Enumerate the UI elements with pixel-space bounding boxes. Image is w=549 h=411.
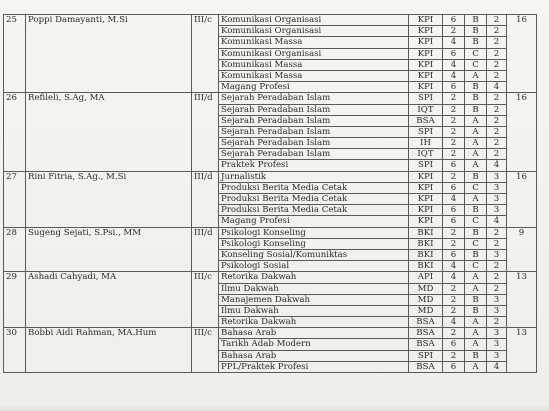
semester-cell: 2	[443, 350, 465, 361]
class-cell: B	[465, 93, 487, 104]
class-cell: A	[465, 272, 487, 283]
course-name-cell: Psikologi Konseling	[219, 238, 409, 249]
credits-cell: 3	[487, 182, 507, 193]
lecturer-name-cell: Bobbi Aidi Rahman, MA.Hum	[26, 328, 192, 373]
study-program-cell: SPI	[409, 350, 443, 361]
study-program-cell: IQT	[409, 104, 443, 115]
rank-grade-cell: III/d	[192, 227, 219, 272]
credits-cell: 2	[487, 261, 507, 272]
course-name-cell: Komunikasi Organisasi	[219, 15, 409, 26]
course-name-cell: PPL/Praktek Profesi	[219, 361, 409, 372]
course-name-cell: Manajemen Dakwah	[219, 294, 409, 305]
study-program-cell: KPI	[409, 216, 443, 227]
semester-cell: 2	[443, 93, 465, 104]
course-name-cell: Sejarah Peradaban Islam	[219, 149, 409, 160]
semester-cell: 6	[443, 48, 465, 59]
class-cell: A	[465, 138, 487, 149]
semester-cell: 2	[443, 328, 465, 339]
class-cell: B	[465, 305, 487, 316]
semester-cell: 2	[443, 104, 465, 115]
study-program-cell: IH	[409, 138, 443, 149]
class-cell: B	[465, 350, 487, 361]
semester-cell: 4	[443, 261, 465, 272]
course-name-cell: Komunikasi Massa	[219, 37, 409, 48]
table-row	[4, 93, 537, 104]
study-program-cell: BSA	[409, 317, 443, 328]
lecturer-name-cell: Ashadi Cahyadi, MA	[26, 272, 192, 328]
credits-cell: 2	[487, 26, 507, 37]
semester-cell: 2	[443, 305, 465, 316]
study-program-cell: SPI	[409, 126, 443, 137]
class-cell: A	[465, 126, 487, 137]
class-cell: A	[465, 115, 487, 126]
study-program-cell: KPI	[409, 205, 443, 216]
study-program-cell: BKI	[409, 227, 443, 238]
rank-grade-cell: III/c	[192, 328, 219, 373]
class-cell: A	[465, 149, 487, 160]
class-cell: B	[465, 205, 487, 216]
credits-cell: 2	[487, 70, 507, 81]
class-cell: B	[465, 249, 487, 260]
semester-cell: 6	[443, 182, 465, 193]
course-name-cell: Konseling Sosial/Komuniktas	[219, 249, 409, 260]
total-credits-cell: 16	[507, 171, 537, 227]
semester-cell: 4	[443, 59, 465, 70]
course-name-cell: Sejarah Peradaban Islam	[219, 138, 409, 149]
course-name-cell: Magang Profesi	[219, 82, 409, 93]
class-cell: A	[465, 339, 487, 350]
credits-cell: 2	[487, 104, 507, 115]
course-name-cell: Praktek Profesi	[219, 160, 409, 171]
course-name-cell: Komunikasi Organisasi	[219, 26, 409, 37]
lecturer-number-cell: 28	[4, 227, 26, 272]
credits-cell: 2	[487, 272, 507, 283]
lecturer-name-cell: Poppi Damayanti, M.Si	[26, 15, 192, 93]
study-program-cell: API	[409, 272, 443, 283]
study-program-cell: KPI	[409, 26, 443, 37]
table-row	[4, 272, 537, 283]
study-program-cell: MD	[409, 294, 443, 305]
credits-cell: 3	[487, 305, 507, 316]
semester-cell: 2	[443, 115, 465, 126]
course-name-cell: Komunikasi Massa	[219, 70, 409, 81]
study-program-cell: KPI	[409, 48, 443, 59]
credits-cell: 3	[487, 205, 507, 216]
rank-grade-cell: III/c	[192, 15, 219, 93]
semester-cell: 4	[443, 70, 465, 81]
table-row	[4, 15, 537, 26]
course-name-cell: Retorika Dakwah	[219, 272, 409, 283]
total-credits-cell: 16	[507, 93, 537, 171]
course-name-cell: Bahasa Arab	[219, 328, 409, 339]
credits-cell: 2	[487, 115, 507, 126]
course-name-cell: Sejarah Peradaban Islam	[219, 115, 409, 126]
class-cell: A	[465, 194, 487, 205]
credits-cell: 2	[487, 48, 507, 59]
credits-cell: 4	[487, 216, 507, 227]
class-cell: A	[465, 283, 487, 294]
credits-cell: 3	[487, 350, 507, 361]
course-name-cell: Bahasa Arab	[219, 350, 409, 361]
course-name-cell: Magang Profesi	[219, 216, 409, 227]
study-program-cell: IQT	[409, 149, 443, 160]
credits-cell: 2	[487, 283, 507, 294]
table-row	[4, 171, 537, 182]
lecturer-teaching-load-table	[3, 14, 537, 373]
study-program-cell: MD	[409, 283, 443, 294]
study-program-cell: MD	[409, 305, 443, 316]
study-program-cell: KPI	[409, 82, 443, 93]
credits-cell: 3	[487, 339, 507, 350]
semester-cell: 4	[443, 194, 465, 205]
scan-edge-shadow	[0, 405, 549, 411]
course-name-cell: Komunikasi Organisasi	[219, 48, 409, 59]
credits-cell: 2	[487, 138, 507, 149]
lecturer-number-cell: 29	[4, 272, 26, 328]
semester-cell: 2	[443, 126, 465, 137]
study-program-cell: KPI	[409, 171, 443, 182]
study-program-cell: BKI	[409, 238, 443, 249]
credits-cell: 4	[487, 82, 507, 93]
semester-cell: 2	[443, 238, 465, 249]
semester-cell: 6	[443, 15, 465, 26]
course-name-cell: Produksi Berita Media Cetak	[219, 205, 409, 216]
lecturer-number-cell: 30	[4, 328, 26, 373]
study-program-cell: BSA	[409, 115, 443, 126]
credits-cell: 2	[487, 15, 507, 26]
study-program-cell: SPI	[409, 93, 443, 104]
class-cell: C	[465, 48, 487, 59]
course-name-cell: Sejarah Peradaban Islam	[219, 126, 409, 137]
study-program-cell: BKI	[409, 249, 443, 260]
course-name-cell: Sejarah Peradaban Islam	[219, 93, 409, 104]
class-cell: A	[465, 328, 487, 339]
study-program-cell: BSA	[409, 339, 443, 350]
credits-cell: 3	[487, 249, 507, 260]
credits-cell: 3	[487, 294, 507, 305]
semester-cell: 2	[443, 227, 465, 238]
lecturer-name-cell: Rini Fitria, S.Ag., M.Si	[26, 171, 192, 227]
lecturer-number-cell: 26	[4, 93, 26, 171]
study-program-cell: BSA	[409, 361, 443, 372]
semester-cell: 6	[443, 160, 465, 171]
rank-grade-cell: III/d	[192, 171, 219, 227]
semester-cell: 4	[443, 272, 465, 283]
study-program-cell: BKI	[409, 261, 443, 272]
class-cell: C	[465, 238, 487, 249]
semester-cell: 6	[443, 82, 465, 93]
credits-cell: 3	[487, 171, 507, 182]
total-credits-cell: 16	[507, 15, 537, 93]
course-name-cell: Ilmu Dakwah	[219, 283, 409, 294]
credits-cell: 2	[487, 93, 507, 104]
class-cell: A	[465, 70, 487, 81]
class-cell: B	[465, 104, 487, 115]
credits-cell: 2	[487, 317, 507, 328]
credits-cell: 2	[487, 149, 507, 160]
class-cell: A	[465, 361, 487, 372]
lecturer-number-cell: 27	[4, 171, 26, 227]
class-cell: C	[465, 261, 487, 272]
class-cell: B	[465, 15, 487, 26]
course-name-cell: Retorika Dakwah	[219, 317, 409, 328]
credits-cell: 2	[487, 37, 507, 48]
course-name-cell: Sejarah Peradaban Islam	[219, 104, 409, 115]
semester-cell: 6	[443, 249, 465, 260]
credits-cell: 3	[487, 328, 507, 339]
course-name-cell: Jurnalistik	[219, 171, 409, 182]
study-program-cell: KPI	[409, 15, 443, 26]
class-cell: B	[465, 26, 487, 37]
semester-cell: 2	[443, 149, 465, 160]
credits-cell: 2	[487, 59, 507, 70]
credits-cell: 2	[487, 238, 507, 249]
semester-cell: 2	[443, 171, 465, 182]
class-cell: A	[465, 160, 487, 171]
study-program-cell: SPI	[409, 160, 443, 171]
course-name-cell: Tarikh Adab Modern	[219, 339, 409, 350]
credits-cell: 3	[487, 194, 507, 205]
study-program-cell: KPI	[409, 70, 443, 81]
total-credits-cell: 13	[507, 328, 537, 373]
lecturer-name-cell: Sugeng Sejati, S.Psi., MM	[26, 227, 192, 272]
table-body	[4, 15, 537, 373]
semester-cell: 6	[443, 339, 465, 350]
semester-cell: 2	[443, 283, 465, 294]
course-name-cell: Komunikasi Massa	[219, 59, 409, 70]
semester-cell: 6	[443, 205, 465, 216]
class-cell: B	[465, 171, 487, 182]
semester-cell: 2	[443, 294, 465, 305]
class-cell: B	[465, 294, 487, 305]
semester-cell: 2	[443, 26, 465, 37]
semester-cell: 2	[443, 138, 465, 149]
study-program-cell: KPI	[409, 37, 443, 48]
semester-cell: 4	[443, 37, 465, 48]
semester-cell: 6	[443, 216, 465, 227]
credits-cell: 2	[487, 126, 507, 137]
class-cell: A	[465, 317, 487, 328]
study-program-cell: BSA	[409, 328, 443, 339]
lecturer-name-cell: Refileli, S.Ag, MA	[26, 93, 192, 171]
class-cell: B	[465, 37, 487, 48]
credits-cell: 4	[487, 160, 507, 171]
class-cell: C	[465, 59, 487, 70]
lecturer-number-cell: 25	[4, 15, 26, 93]
course-name-cell: Psikologi Sosial	[219, 261, 409, 272]
class-cell: B	[465, 82, 487, 93]
study-program-cell: KPI	[409, 194, 443, 205]
study-program-cell: KPI	[409, 59, 443, 70]
total-credits-cell: 13	[507, 272, 537, 328]
course-name-cell: Produksi Berita Media Cetak	[219, 194, 409, 205]
semester-cell: 6	[443, 361, 465, 372]
class-cell: C	[465, 182, 487, 193]
course-name-cell: Psikologi Konseling	[219, 227, 409, 238]
class-cell: C	[465, 216, 487, 227]
credits-cell: 2	[487, 227, 507, 238]
rank-grade-cell: III/d	[192, 93, 219, 171]
class-cell: B	[465, 227, 487, 238]
total-credits-cell: 9	[507, 227, 537, 272]
credits-cell: 4	[487, 361, 507, 372]
course-name-cell: Produksi Berita Media Cetak	[219, 182, 409, 193]
semester-cell: 4	[443, 317, 465, 328]
study-program-cell: KPI	[409, 182, 443, 193]
table-row	[4, 227, 537, 238]
rank-grade-cell: III/c	[192, 272, 219, 328]
course-name-cell: Ilmu Dakwah	[219, 305, 409, 316]
table-row	[4, 328, 537, 339]
